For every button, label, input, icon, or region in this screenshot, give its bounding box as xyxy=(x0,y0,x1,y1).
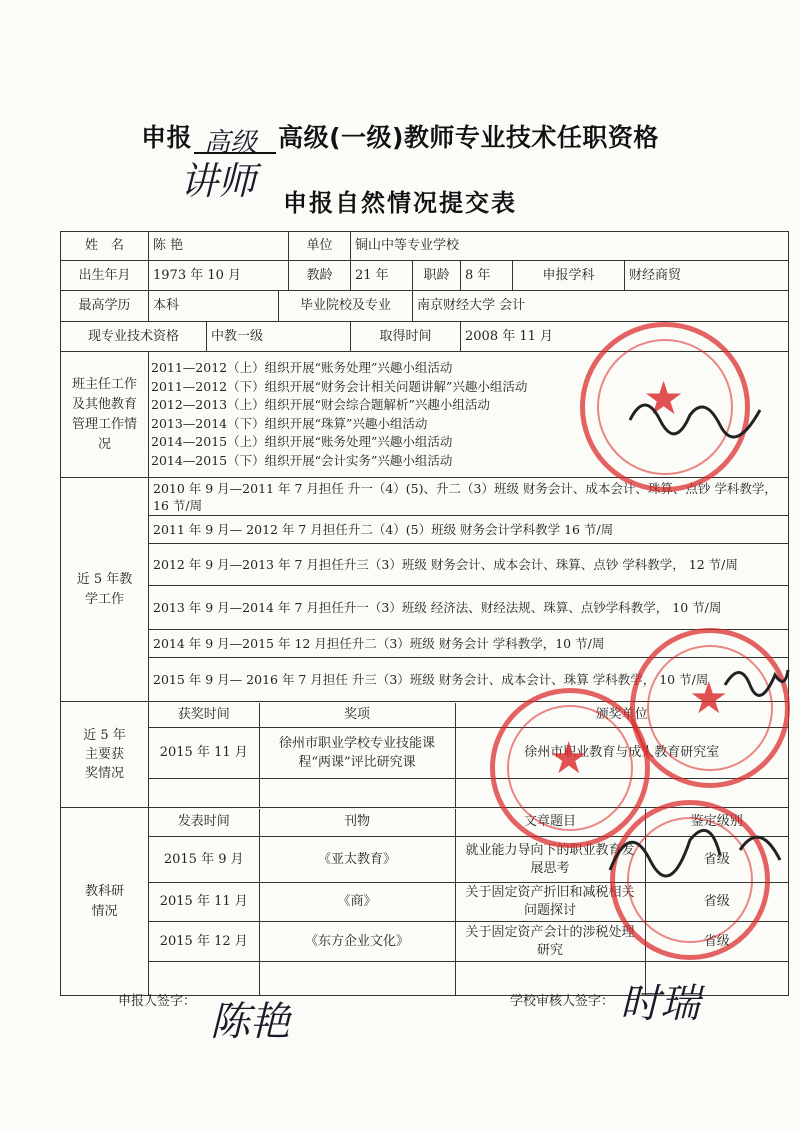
subject-label: 申报学科 xyxy=(513,261,625,291)
award-empty-cell xyxy=(149,779,259,807)
research-time: 2015 年 12 月 xyxy=(149,922,259,962)
research-title: 关于固定资产折旧和减税相关问题探讨 xyxy=(455,883,645,922)
award-issuer: 徐州市职业教育与成人教育研究室 xyxy=(455,728,788,779)
seal-star-icon: ★ xyxy=(689,673,729,724)
subject-value: 财经商贸 xyxy=(625,261,789,291)
row-current-title xyxy=(61,322,789,352)
school-label: 毕业院校及专业 xyxy=(279,291,413,322)
row-teaching-3 xyxy=(61,544,789,586)
awards-table xyxy=(149,703,788,807)
name-label: 姓 名 xyxy=(61,232,149,261)
research-level: 省级 xyxy=(645,922,788,962)
research-row xyxy=(149,922,788,962)
research-level: 省级 xyxy=(645,883,788,922)
edu-label: 最高学历 xyxy=(61,291,149,322)
title-prefix: 申报 xyxy=(141,123,193,152)
handwritten-scribble xyxy=(720,655,790,705)
birth-label: 出生年月 xyxy=(61,261,149,291)
research-header-time: 发表时间 xyxy=(149,809,259,837)
row-teaching-2 xyxy=(61,516,789,544)
current-title-label: 现专业技术资格 xyxy=(61,322,207,352)
job-age-label: 职龄 xyxy=(413,261,461,291)
teaching-label: 近 5 年教学工作 xyxy=(61,478,149,702)
teach-age-label: 教龄 xyxy=(289,261,351,291)
birth-value: 1973 年 10 月 xyxy=(149,261,289,291)
obtain-value: 2008 年 11 月 xyxy=(461,322,789,352)
management-item: 2012—2013（上）组织开展“财会综合题解析”兴趣小组活动 xyxy=(151,397,490,412)
form-subtitle: 申报自然情况提交表 xyxy=(283,189,517,217)
management-item: 2011—2012（下）组织开展“财务会计相关问题讲解”兴趣小组活动 xyxy=(151,378,528,394)
awards-header-issuer: 颁奖单位 xyxy=(455,703,788,728)
research-label: 教科研情况 xyxy=(61,808,149,996)
unit-label: 单位 xyxy=(289,232,351,261)
unit-value: 铜山中等专业学校 xyxy=(351,232,789,261)
handwritten-scribble xyxy=(620,380,770,450)
reviewer-signature: 时瑞 xyxy=(620,981,700,1027)
row-teaching-6 xyxy=(61,658,789,702)
teaching-item: 2012 年 9 月—2013 年 7 月担任升三（3）班级 财务会计、成本会计、珠算、点钞 学科教学， 12 节/周 xyxy=(149,544,789,586)
current-title-value: 中教一级 xyxy=(207,322,351,352)
seal-star-icon: ★ xyxy=(549,733,589,784)
title-handwritten-level: 高级 xyxy=(204,128,258,158)
teaching-item: 2015 年 9 月— 2016 年 7 月担任 升三（3）班级 财务会计、成本会计、珠算 学科教学， 10 节/周 xyxy=(149,658,789,702)
job-age-value: 8 年 xyxy=(461,261,513,291)
management-label: 班主任工作及其他教育管理工作情况 xyxy=(61,352,149,478)
form-title xyxy=(0,118,800,158)
awards-label: 近 5 年主要获奖情况 xyxy=(61,702,149,808)
awards-header-item: 奖项 xyxy=(259,703,455,728)
research-level: 省级 xyxy=(645,837,788,883)
row-teaching-1 xyxy=(61,478,789,516)
teach-age-value: 21 年 xyxy=(351,261,413,291)
research-title: 就业能力导向下的职业教育发展思考 xyxy=(455,837,645,883)
awards-header-row xyxy=(149,703,788,728)
awards-header-time: 获奖时间 xyxy=(149,703,259,728)
research-header-level: 鉴定级别 xyxy=(645,809,788,837)
research-time: 2015 年 9 月 xyxy=(149,837,259,883)
management-item: 2014—2015（上）组织开展“账务处理”兴趣小组活动 xyxy=(151,434,453,449)
applicant-signature: 陈艳 xyxy=(210,999,290,1045)
row-birth xyxy=(61,261,789,291)
teaching-item: 2011 年 9 月— 2012 年 7 月担任升二（4）(5）班级 财务会计学科教学 16 节/周 xyxy=(149,516,789,544)
research-journal: 《东方企业文化》 xyxy=(259,922,455,962)
research-header-title: 文章题目 xyxy=(455,809,645,837)
teaching-item: 2013 年 9 月—2014 年 7 月担任升一（3）班级 经济法、财经法规、珠算、点钞学科教学， 10 节/周 xyxy=(149,586,789,630)
school-value: 南京财经大学 会计 xyxy=(413,291,789,322)
research-journal: 《亚太教育》 xyxy=(259,837,455,883)
awards-cell xyxy=(149,702,789,808)
award-row xyxy=(149,728,788,779)
applicant-sign-label: 申报人签字： xyxy=(118,994,197,1009)
management-item: 2013—2014（下）组织开展“珠算”兴趣小组活动 xyxy=(151,415,428,431)
row-name xyxy=(61,232,789,261)
title-suffix: 高级(一级)教师专业技术任职资格 xyxy=(278,123,659,152)
obtain-label: 取得时间 xyxy=(351,322,461,352)
award-item: 徐州市职业学校专业技能课程“两课”评比研究课 xyxy=(259,728,455,779)
row-education xyxy=(61,291,789,322)
research-title: 关于固定资产会计的涉税处理研究 xyxy=(455,922,645,962)
handwritten-scribble xyxy=(590,800,790,900)
row-teaching-5 xyxy=(61,630,789,658)
research-header-journal: 刊物 xyxy=(259,809,455,837)
teaching-item: 2010 年 9 月—2011 年 7 月担任 升一（4）(5)、升二（3）班级 财务会计、成本会计、珠算、点钞 学科教学，16 节/周 xyxy=(149,478,789,516)
teaching-item: 2014 年 9 月—2015 年 12 月担任升二（3）班级 财务会计 学科教学，10 节/周 xyxy=(149,630,789,658)
name-value: 陈 艳 xyxy=(149,232,289,261)
title-handwritten-note: 讲师 xyxy=(180,159,257,203)
row-awards xyxy=(61,702,789,808)
row-teaching-4 xyxy=(61,586,789,630)
research-journal: 《商》 xyxy=(259,883,455,922)
research-time: 2015 年 11 月 xyxy=(149,883,259,922)
award-time: 2015 年 11 月 xyxy=(149,728,259,779)
edu-value: 本科 xyxy=(149,291,279,322)
management-item: 2011—2012（上）组织开展“账务处理”兴趣小组活动 xyxy=(151,360,453,375)
seal-star-icon: ★ xyxy=(643,371,685,425)
management-item: 2014—2015（下）组织开展“会计实务”兴趣小组活动 xyxy=(151,452,453,468)
award-empty-cell xyxy=(259,779,455,807)
reviewer-sign-label: 学校审核人签字： xyxy=(510,994,615,1009)
